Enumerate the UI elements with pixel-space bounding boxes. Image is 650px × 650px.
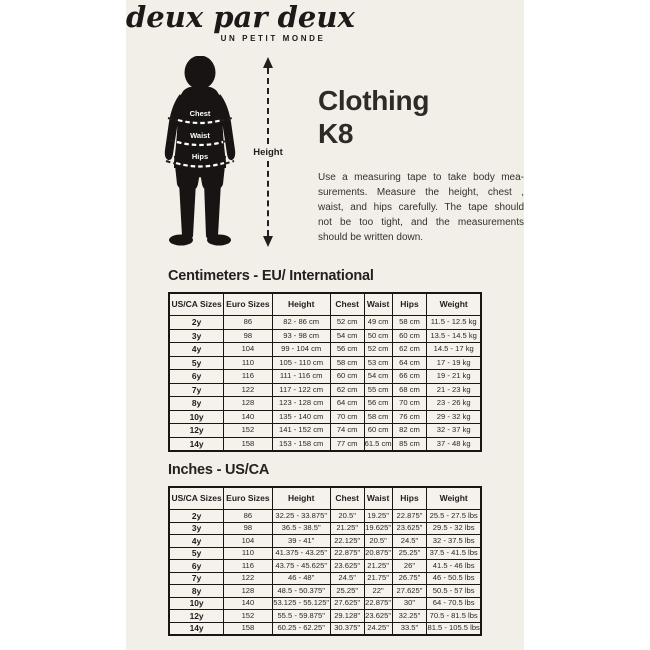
page-title-line-1: Clothing bbox=[318, 85, 430, 116]
column-header: Chest bbox=[330, 487, 364, 510]
value-cell: 21.25" bbox=[364, 560, 392, 573]
value-cell: 93 - 98 cm bbox=[272, 329, 330, 343]
column-header: Euro Sizes bbox=[224, 487, 272, 510]
value-cell: 13.5 - 14.5 kg bbox=[427, 329, 481, 343]
value-cell: 70 cm bbox=[392, 397, 427, 411]
page-title bbox=[318, 84, 429, 150]
table-row bbox=[169, 522, 481, 535]
size-cell: 8y bbox=[169, 397, 224, 411]
value-cell: 19.625" bbox=[364, 522, 392, 535]
value-cell: 53 cm bbox=[364, 356, 392, 370]
value-cell: 23.625" bbox=[392, 522, 427, 535]
intro-line: should be written down. bbox=[318, 231, 424, 243]
table-row bbox=[169, 410, 481, 424]
table-row bbox=[169, 383, 481, 397]
value-cell: 14.5 - 17 kg bbox=[427, 343, 481, 357]
value-cell: 41.375 - 43.25" bbox=[272, 547, 330, 560]
value-cell: 22.125" bbox=[330, 535, 364, 548]
column-header: Height bbox=[272, 293, 330, 316]
value-cell: 32.25" bbox=[392, 610, 427, 623]
value-cell: 21.75" bbox=[364, 572, 392, 585]
table-row bbox=[169, 370, 481, 384]
value-cell: 52 cm bbox=[330, 316, 364, 330]
value-cell: 110 bbox=[224, 547, 272, 560]
child-silhouette-icon bbox=[156, 56, 244, 248]
value-cell: 64 cm bbox=[330, 397, 364, 411]
value-cell: 17 - 19 kg bbox=[427, 356, 481, 370]
value-cell: 29.128" bbox=[330, 610, 364, 623]
value-cell: 32 - 37.5 lbs bbox=[427, 535, 481, 548]
value-cell: 53.125 - 55.125" bbox=[272, 597, 330, 610]
value-cell: 70 cm bbox=[330, 410, 364, 424]
size-cell: 2y bbox=[169, 510, 224, 523]
value-cell: 122 bbox=[224, 572, 272, 585]
header-row bbox=[169, 487, 481, 510]
value-cell: 64 cm bbox=[392, 356, 427, 370]
value-cell: 140 bbox=[224, 410, 272, 424]
size-cell: 10y bbox=[169, 597, 224, 610]
intro-line: waist, and hips carefully. The tape should bbox=[318, 201, 524, 213]
size-cell: 4y bbox=[169, 535, 224, 548]
value-cell: 27.625" bbox=[392, 585, 427, 598]
header-row bbox=[169, 293, 481, 316]
intro-line: Use a measuring tape to take body mea- bbox=[318, 172, 524, 183]
value-cell: 116 bbox=[224, 560, 272, 573]
value-cell: 50 cm bbox=[364, 329, 392, 343]
table-row bbox=[169, 560, 481, 573]
value-cell: 122 bbox=[224, 383, 272, 397]
table-row bbox=[169, 610, 481, 623]
size-cell: 6y bbox=[169, 560, 224, 573]
size-cell: 3y bbox=[169, 522, 224, 535]
column-header: Waist bbox=[364, 487, 392, 510]
chest-label: Chest bbox=[189, 109, 211, 118]
size-cell: 5y bbox=[169, 547, 224, 560]
table-row bbox=[169, 585, 481, 598]
value-cell: 123 - 128 cm bbox=[272, 397, 330, 411]
value-cell: 140 bbox=[224, 597, 272, 610]
value-cell: 58 cm bbox=[392, 316, 427, 330]
brand-logo-script: deux par deux bbox=[126, 0, 355, 34]
column-header: Chest bbox=[330, 293, 364, 316]
value-cell: 86 bbox=[224, 316, 272, 330]
value-cell: 19 - 21 kg bbox=[427, 370, 481, 384]
section-heading-inches: Inches - US/CA bbox=[168, 462, 270, 478]
size-cell: 4y bbox=[169, 343, 224, 357]
value-cell: 54 cm bbox=[330, 329, 364, 343]
value-cell: 74 cm bbox=[330, 424, 364, 438]
value-cell: 29.5 - 32 lbs bbox=[427, 522, 481, 535]
table-row bbox=[169, 356, 481, 370]
value-cell: 52 cm bbox=[364, 343, 392, 357]
value-cell: 36.5 - 38.5" bbox=[272, 522, 330, 535]
value-cell: 21.25" bbox=[330, 522, 364, 535]
value-cell: 26" bbox=[392, 560, 427, 573]
value-cell: 43.75 - 45.625" bbox=[272, 560, 330, 573]
value-cell: 48.5 - 50.375" bbox=[272, 585, 330, 598]
size-cell: 6y bbox=[169, 370, 224, 384]
value-cell: 62 cm bbox=[392, 343, 427, 357]
value-cell: 104 bbox=[224, 343, 272, 357]
value-cell: 24.5" bbox=[392, 535, 427, 548]
value-cell: 23.625" bbox=[364, 610, 392, 623]
value-cell: 25.25" bbox=[330, 585, 364, 598]
table-row bbox=[169, 343, 481, 357]
value-cell: 61.5 cm bbox=[364, 437, 392, 451]
column-header: Waist bbox=[364, 293, 392, 316]
column-header: Euro Sizes bbox=[224, 293, 272, 316]
value-cell: 19.25" bbox=[364, 510, 392, 523]
value-cell: 46 - 48" bbox=[272, 572, 330, 585]
column-header: Weight bbox=[427, 487, 481, 510]
value-cell: 23.625" bbox=[330, 560, 364, 573]
value-cell: 116 bbox=[224, 370, 272, 384]
value-cell: 135 - 140 cm bbox=[272, 410, 330, 424]
size-cell: 5y bbox=[169, 356, 224, 370]
value-cell: 21 - 23 kg bbox=[427, 383, 481, 397]
value-cell: 158 bbox=[224, 622, 272, 635]
value-cell: 20.5" bbox=[330, 510, 364, 523]
value-cell: 105 - 110 cm bbox=[272, 356, 330, 370]
value-cell: 32.25 - 33.875" bbox=[272, 510, 330, 523]
size-chart-card bbox=[126, 0, 524, 650]
value-cell: 26.75" bbox=[392, 572, 427, 585]
value-cell: 60.25 - 62.25" bbox=[272, 622, 330, 635]
value-cell: 70.5 - 81.5 lbs bbox=[427, 610, 481, 623]
value-cell: 46 - 50.5 lbs bbox=[427, 572, 481, 585]
value-cell: 22" bbox=[364, 585, 392, 598]
value-cell: 98 bbox=[224, 522, 272, 535]
hips-label: Hips bbox=[191, 152, 209, 161]
column-header: US/CA Sizes bbox=[169, 487, 224, 510]
size-cell: 7y bbox=[169, 383, 224, 397]
table-row bbox=[169, 424, 481, 438]
value-cell: 41.5 - 46 lbs bbox=[427, 560, 481, 573]
intro-paragraph bbox=[318, 171, 524, 246]
value-cell: 98 bbox=[224, 329, 272, 343]
column-header: Height bbox=[272, 487, 330, 510]
value-cell: 77 cm bbox=[330, 437, 364, 451]
value-cell: 152 bbox=[224, 610, 272, 623]
size-table-grid bbox=[168, 486, 482, 636]
value-cell: 60 cm bbox=[392, 329, 427, 343]
value-cell: 60 cm bbox=[364, 424, 392, 438]
value-cell: 68 cm bbox=[392, 383, 427, 397]
size-cell: 7y bbox=[169, 572, 224, 585]
value-cell: 25.25" bbox=[392, 547, 427, 560]
value-cell: 50.5 - 57 lbs bbox=[427, 585, 481, 598]
value-cell: 128 bbox=[224, 585, 272, 598]
value-cell: 141 - 152 cm bbox=[272, 424, 330, 438]
table-row bbox=[169, 535, 481, 548]
value-cell: 54 cm bbox=[364, 370, 392, 384]
value-cell: 62 cm bbox=[330, 383, 364, 397]
height-dash-bottom bbox=[267, 161, 269, 237]
page-title-line-2: K8 bbox=[318, 118, 354, 149]
value-cell: 22.875" bbox=[392, 510, 427, 523]
value-cell: 22.875" bbox=[330, 547, 364, 560]
value-cell: 111 - 116 cm bbox=[272, 370, 330, 384]
size-table-inches bbox=[168, 486, 482, 636]
value-cell: 86 bbox=[224, 510, 272, 523]
table-row bbox=[169, 597, 481, 610]
brand-logo-subtitle: UN PETIT MONDE bbox=[220, 34, 326, 43]
size-cell: 10y bbox=[169, 410, 224, 424]
value-cell: 117 - 122 cm bbox=[272, 383, 330, 397]
height-arrow bbox=[253, 57, 283, 247]
value-cell: 20.875" bbox=[364, 547, 392, 560]
table-row bbox=[169, 397, 481, 411]
value-cell: 110 bbox=[224, 356, 272, 370]
size-cell: 14y bbox=[169, 622, 224, 635]
column-header: US/CA Sizes bbox=[169, 293, 224, 316]
value-cell: 32 - 37 kg bbox=[427, 424, 481, 438]
value-cell: 29 - 32 kg bbox=[427, 410, 481, 424]
table-row bbox=[169, 316, 481, 330]
table-row bbox=[169, 510, 481, 523]
table-row bbox=[169, 437, 481, 451]
value-cell: 58 cm bbox=[330, 356, 364, 370]
size-cell: 2y bbox=[169, 316, 224, 330]
arrow-up-icon bbox=[263, 57, 273, 68]
intro-line: surements. Measure the height, chest , bbox=[318, 186, 524, 198]
value-cell: 56 cm bbox=[330, 343, 364, 357]
height-dash-top bbox=[267, 68, 269, 144]
table-row bbox=[169, 622, 481, 635]
size-cell: 3y bbox=[169, 329, 224, 343]
column-header: Weight bbox=[427, 293, 481, 316]
table-row bbox=[169, 572, 481, 585]
column-header: Hips bbox=[392, 293, 427, 316]
value-cell: 158 bbox=[224, 437, 272, 451]
value-cell: 152 bbox=[224, 424, 272, 438]
value-cell: 128 bbox=[224, 397, 272, 411]
value-cell: 82 - 86 cm bbox=[272, 316, 330, 330]
size-cell: 8y bbox=[169, 585, 224, 598]
value-cell: 55 cm bbox=[364, 383, 392, 397]
value-cell: 23 - 26 kg bbox=[427, 397, 481, 411]
value-cell: 33.5" bbox=[392, 622, 427, 635]
waist-label: Waist bbox=[190, 131, 210, 140]
height-label: Height bbox=[253, 146, 283, 158]
arrow-down-icon bbox=[263, 236, 273, 247]
value-cell: 81.5 - 105.5 lbs bbox=[427, 622, 481, 635]
size-cell: 12y bbox=[169, 610, 224, 623]
value-cell: 56 cm bbox=[364, 397, 392, 411]
value-cell: 85 cm bbox=[392, 437, 427, 451]
value-cell: 49 cm bbox=[364, 316, 392, 330]
value-cell: 82 cm bbox=[392, 424, 427, 438]
value-cell: 99 - 104 cm bbox=[272, 343, 330, 357]
value-cell: 30" bbox=[392, 597, 427, 610]
column-header: Hips bbox=[392, 487, 427, 510]
value-cell: 60 cm bbox=[330, 370, 364, 384]
value-cell: 20.5" bbox=[364, 535, 392, 548]
value-cell: 24.5" bbox=[330, 572, 364, 585]
size-table-centimeters bbox=[168, 292, 482, 452]
intro-line: not be too tight, and the measurements bbox=[318, 216, 524, 228]
value-cell: 55.5 - 59.875" bbox=[272, 610, 330, 623]
value-cell: 37.5 - 41.5 lbs bbox=[427, 547, 481, 560]
size-cell: 14y bbox=[169, 437, 224, 451]
value-cell: 27.625" bbox=[330, 597, 364, 610]
value-cell: 24.25" bbox=[364, 622, 392, 635]
value-cell: 104 bbox=[224, 535, 272, 548]
table-row bbox=[169, 329, 481, 343]
size-table-grid bbox=[168, 292, 482, 452]
value-cell: 76 cm bbox=[392, 410, 427, 424]
value-cell: 30.375" bbox=[330, 622, 364, 635]
value-cell: 25.5 - 27.5 lbs bbox=[427, 510, 481, 523]
value-cell: 11.5 - 12.5 kg bbox=[427, 316, 481, 330]
table-row bbox=[169, 547, 481, 560]
value-cell: 64 - 70.5 lbs bbox=[427, 597, 481, 610]
section-heading-centimeters: Centimeters - EU/ International bbox=[168, 268, 374, 284]
value-cell: 37 - 48 kg bbox=[427, 437, 481, 451]
value-cell: 22.875" bbox=[364, 597, 392, 610]
value-cell: 58 cm bbox=[364, 410, 392, 424]
value-cell: 66 cm bbox=[392, 370, 427, 384]
value-cell: 39 - 41" bbox=[272, 535, 330, 548]
value-cell: 153 - 158 cm bbox=[272, 437, 330, 451]
size-cell: 12y bbox=[169, 424, 224, 438]
